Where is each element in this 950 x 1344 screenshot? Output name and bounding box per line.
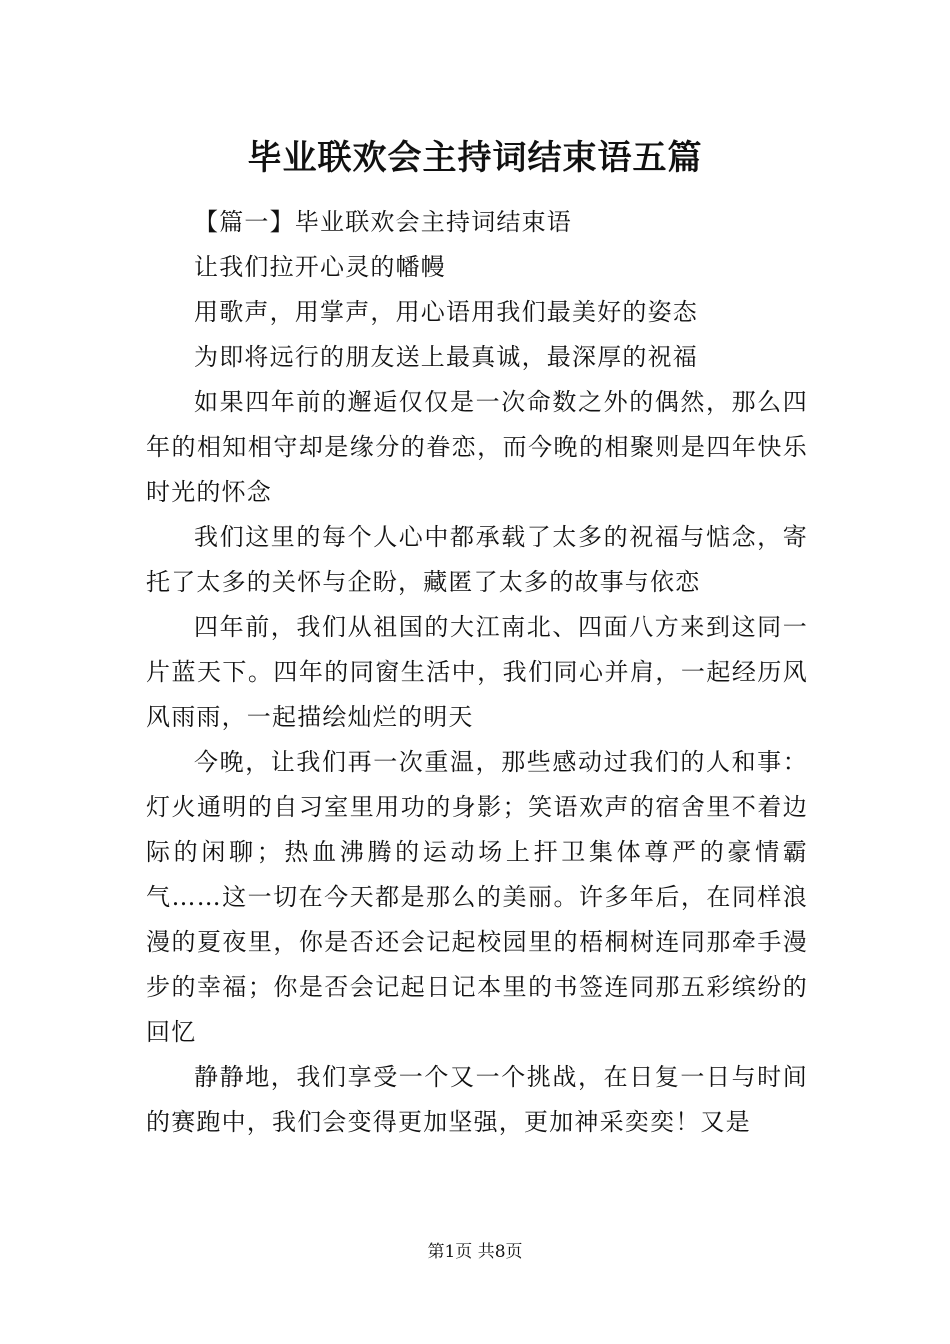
document-body [146,200,808,1145]
paragraph: 我们这里的每个人心中都承载了太多的祝福与惦念，寄托了太多的关怀与企盼，藏匿了太多的故事与依恋 [146,523,808,596]
document-title: 毕业联欢会主持词结束语五篇 [247,138,703,178]
paragraph: 为即将远行的朋友送上最真诚，最深厚的祝福 [194,343,698,371]
paragraph: 用歌声，用掌声，用心语用我们最美好的姿态 [194,298,698,326]
paragraph: 如果四年前的邂逅仅仅是一次命数之外的偶然，那么四年的相知相守却是缘分的眷恋，而今晚的相聚则是四年快乐时光的怀念 [146,388,808,506]
paragraph: 四年前，我们从祖国的大江南北、四面八方来到这同一片蓝天下。四年的同窗生活中，我们同心并肩，一起经历风风雨雨，一起描绘灿烂的明天 [146,613,808,731]
paragraph: 让我们拉开心灵的幡幔 [194,253,446,281]
page-number-footer: 第1页 共8页 [427,1242,523,1262]
paragraph: 今晚，让我们再一次重温，那些感动过我们的人和事：灯火通明的自习室里用功的身影；笑语欢声的宿舍里不着边际的闲聊；热血沸腾的运动场上扞卫集体尊严的豪情霸气……这一切在今天都是那么的美丽。许多年后，在同样浪漫的夏夜里，你是否还会记起校园里的梧桐树连同那牵手漫步的幸福；你是否会记起日记本里的书签连同那五彩缤纷的回忆 [146,748,808,1046]
paragraph-section-heading: 【篇一】毕业联欢会主持词结束语 [194,208,572,236]
paragraph: 静静地，我们享受一个又一个挑战，在日复一日与时间的赛跑中，我们会变得更加坚强，更加神采奕奕！又是 [146,1063,808,1136]
